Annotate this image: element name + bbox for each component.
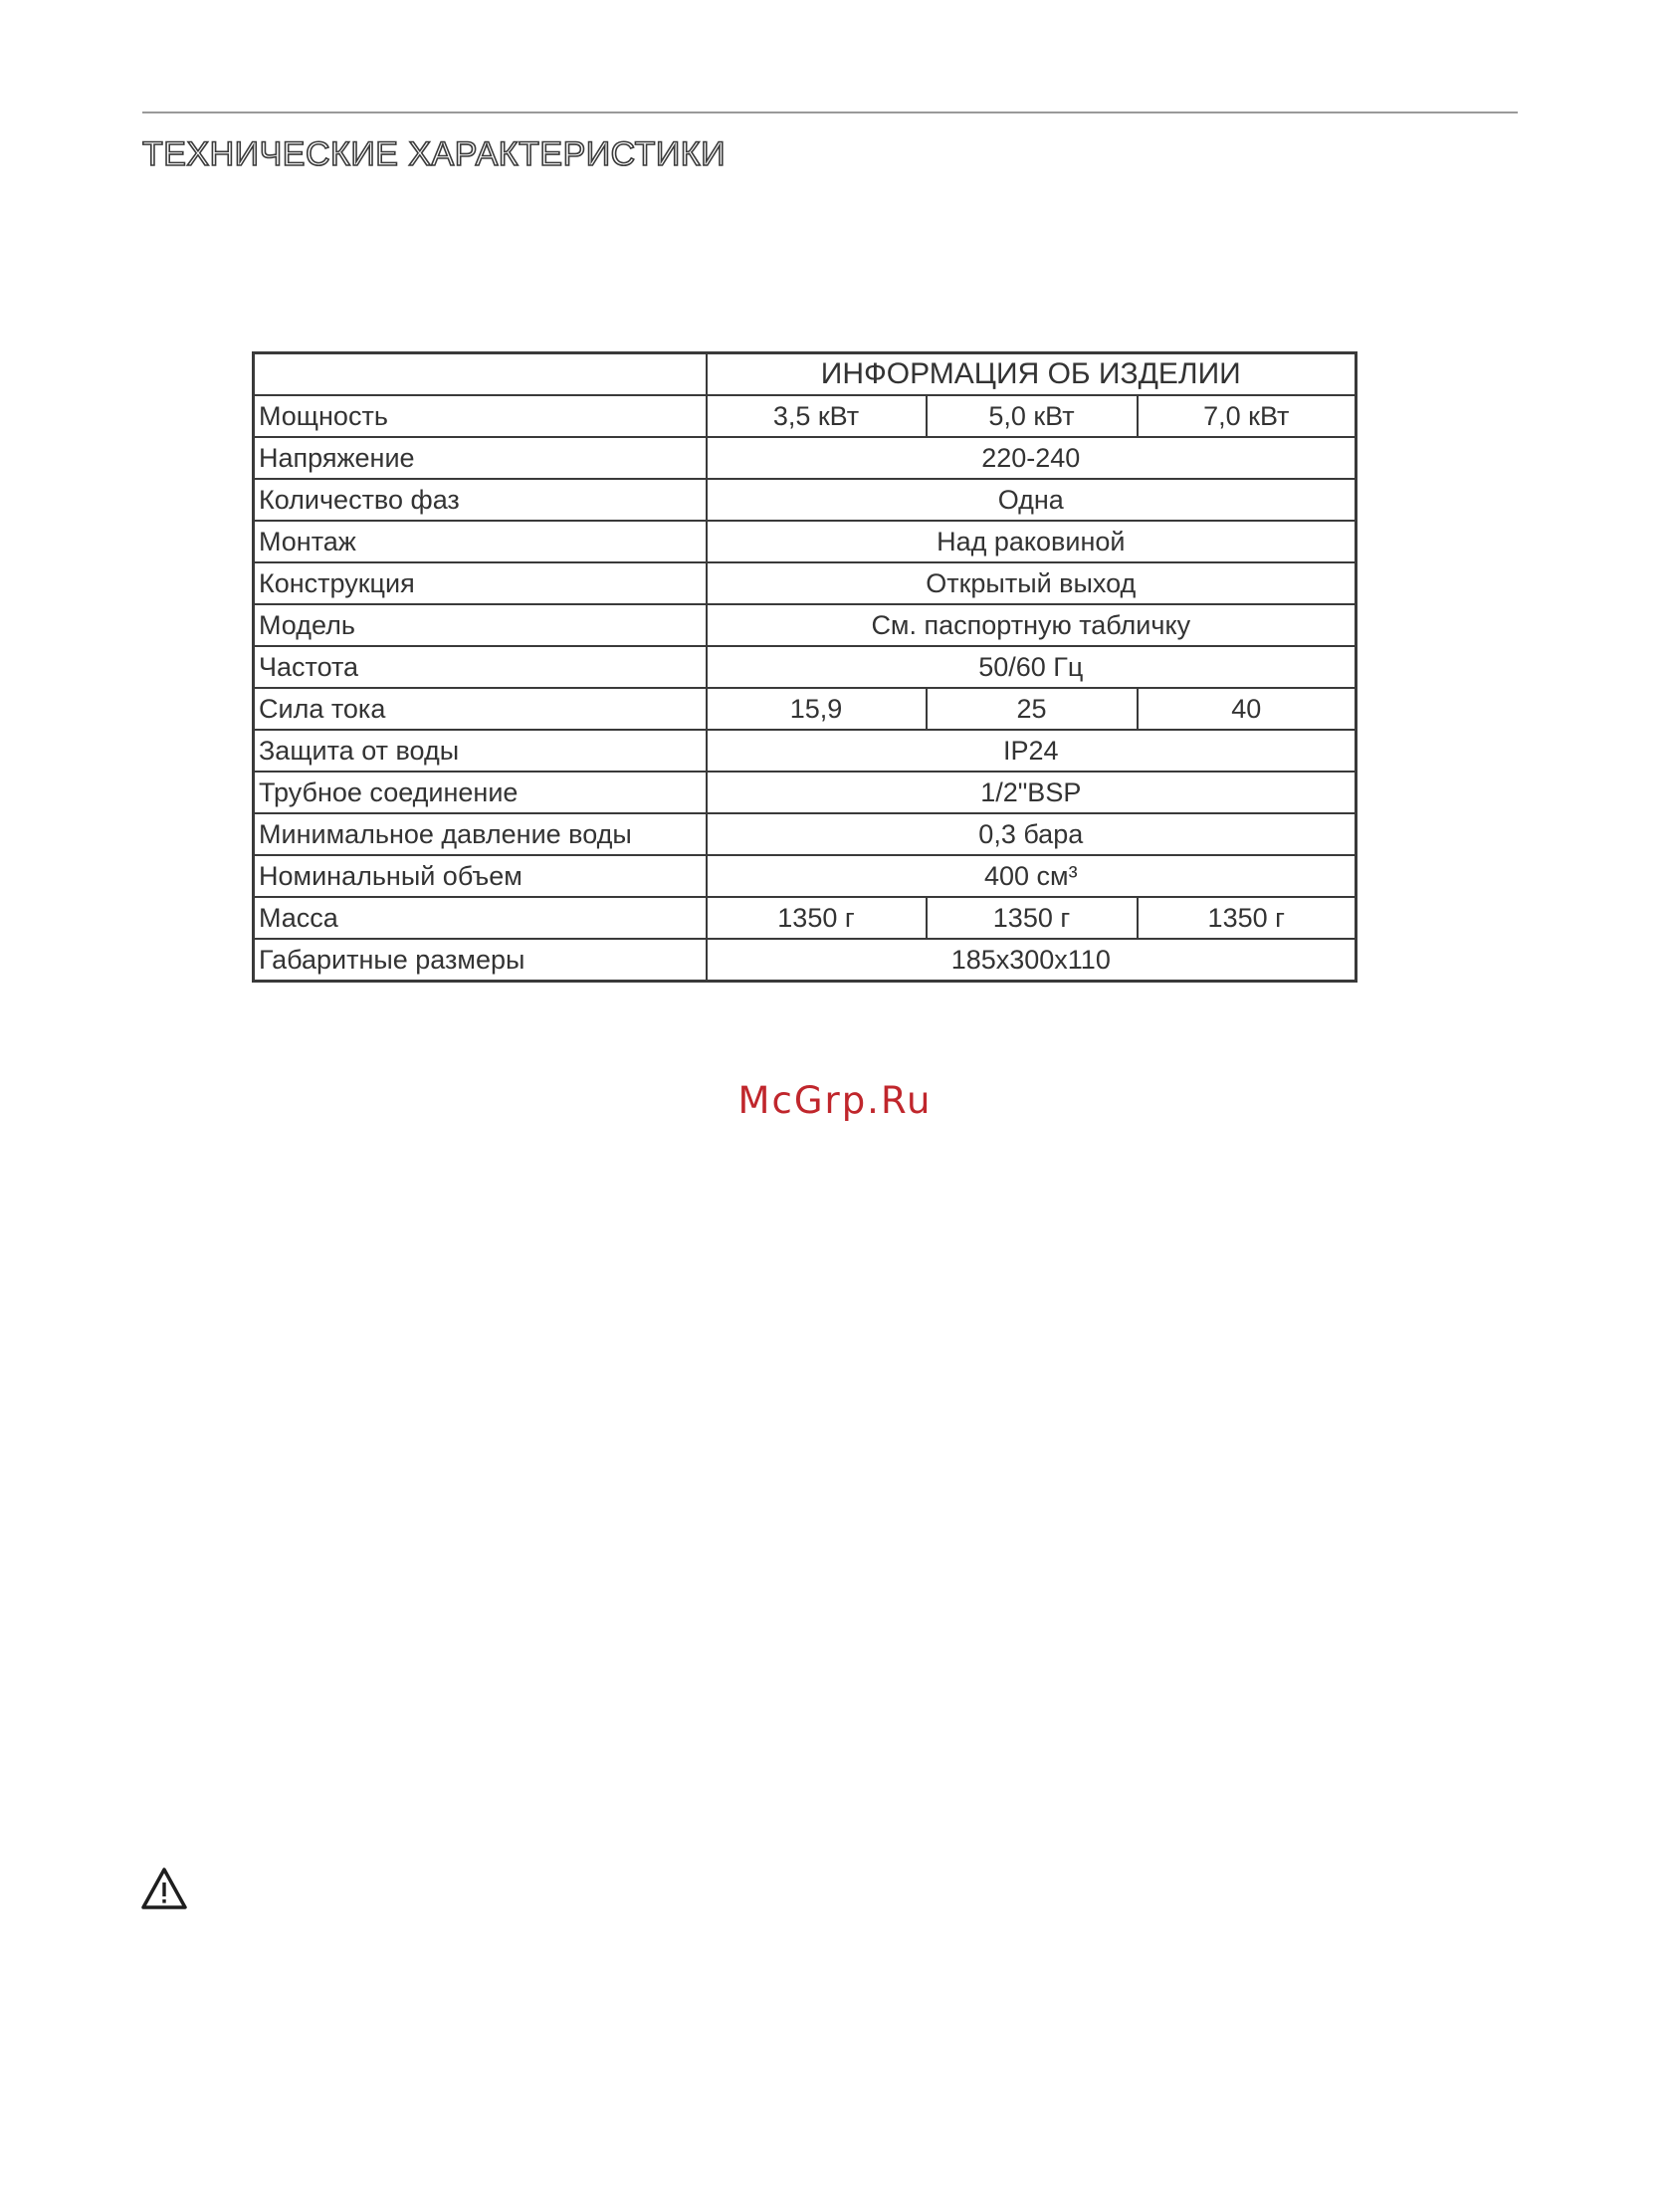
spec-table [252, 351, 1357, 983]
row-value: 50/60 Гц [707, 646, 1357, 688]
table-row [254, 772, 1357, 813]
row-label: Модель [254, 604, 707, 646]
row-label: Масса [254, 897, 707, 939]
row-label: Трубное соединение [254, 772, 707, 813]
row-value: 0,3 бара [707, 813, 1357, 855]
table-row [254, 479, 1357, 521]
table-row [254, 437, 1357, 479]
row-label: Частота [254, 646, 707, 688]
row-value: 5,0 кВт [927, 395, 1138, 437]
row-label: Минимальное давление воды [254, 813, 707, 855]
row-value: IP24 [707, 730, 1357, 772]
table-header-row [254, 353, 1357, 396]
table-row [254, 395, 1357, 437]
top-rule [142, 111, 1518, 113]
row-label: Напряжение [254, 437, 707, 479]
row-value: 7,0 кВт [1138, 395, 1357, 437]
table-row [254, 562, 1357, 604]
table-row [254, 521, 1357, 562]
row-value: Над раковиной [707, 521, 1357, 562]
row-value: 25 [927, 688, 1138, 730]
table-row [254, 646, 1357, 688]
row-value: См. паспортную табличку [707, 604, 1357, 646]
row-label: Габаритные размеры [254, 939, 707, 982]
row-label: Количество фаз [254, 479, 707, 521]
row-value: 1350 г [927, 897, 1138, 939]
header-empty-cell [254, 353, 707, 396]
row-value: 15,9 [707, 688, 927, 730]
table-row [254, 813, 1357, 855]
row-value: 3,5 кВт [707, 395, 927, 437]
row-value: 400 см³ [707, 855, 1357, 897]
row-value: 40 [1138, 688, 1357, 730]
table-row [254, 897, 1357, 939]
row-value: 1350 г [1138, 897, 1357, 939]
row-label: Монтаж [254, 521, 707, 562]
row-label: Конструкция [254, 562, 707, 604]
table-header: ИНФОРМАЦИЯ ОБ ИЗДЕЛИИ [707, 353, 1357, 396]
row-value: Одна [707, 479, 1357, 521]
warning-icon [140, 1867, 188, 1910]
table-row [254, 730, 1357, 772]
row-label: Номинальный объем [254, 855, 707, 897]
table-row [254, 688, 1357, 730]
row-value: 1/2"BSP [707, 772, 1357, 813]
row-label: Мощность [254, 395, 707, 437]
row-label: Защита от воды [254, 730, 707, 772]
watermark: McGrp.Ru [737, 1079, 933, 1122]
row-value: 1350 г [707, 897, 927, 939]
table-row [254, 604, 1357, 646]
row-value: Открытый выход [707, 562, 1357, 604]
row-label: Сила тока [254, 688, 707, 730]
table-row [254, 939, 1357, 982]
table-row [254, 855, 1357, 897]
row-value: 185x300x110 [707, 939, 1357, 982]
row-value: 220-240 [707, 437, 1357, 479]
page-title: ТЕХНИЧЕСКИЕ ХАРАКТЕРИСТИКИ [142, 135, 727, 173]
